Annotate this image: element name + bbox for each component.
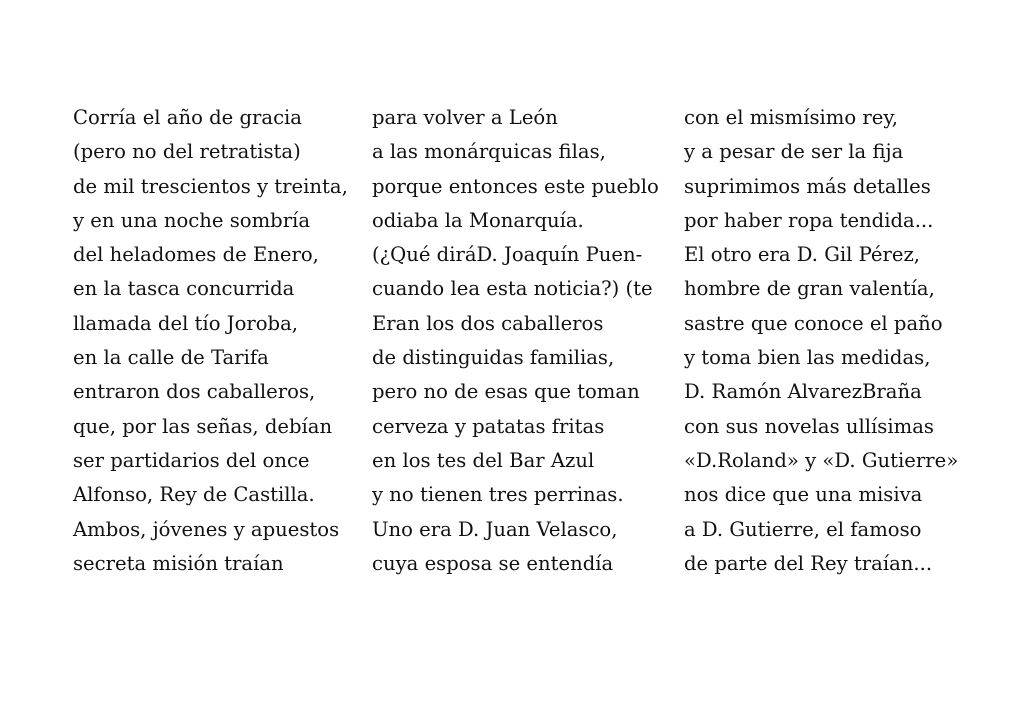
poem-column-1: [73, 101, 393, 581]
poem-line: ser partidarios del once: [73, 448, 310, 472]
poem-line: y a pesar de ser la fija: [684, 140, 904, 164]
poem-line: en los tes del Bar Azul: [372, 448, 595, 472]
poem-line: entraron dos caballeros,: [73, 380, 316, 404]
poem-line: Alfonso, Rey de Castilla.: [73, 483, 315, 507]
poem-line: «D.Roland» y «D. Gutierre»: [684, 448, 959, 472]
poem-line: sastre que conoce el paño: [684, 311, 943, 335]
poem-line: con el mismísimo rey,: [684, 106, 899, 129]
poem-line: de mil trescientos y treinta,: [73, 174, 348, 198]
poem-line: a las monárquicas filas,: [372, 140, 606, 164]
poem-line: (pero no del retratista): [73, 140, 301, 164]
poem-line: El otro era D. Gil Pérez,: [684, 243, 921, 267]
poem-line: del heladomes de Enero,: [73, 243, 319, 267]
poem-line: que, por las señas, debían: [73, 414, 333, 438]
poem-line: en la tasca concurrida: [73, 277, 295, 301]
poem-line: nos dice que una misiva: [684, 483, 923, 507]
poem-line: cuando lea esta noticia?) (te: [372, 277, 653, 301]
poem-line: D. Ramón AlvarezBraña: [684, 380, 922, 404]
poem-line: hombre de gran valentía,: [684, 277, 935, 301]
poem-line: y en una noche sombría: [73, 208, 311, 232]
poem-line: con sus novelas ullísimas: [684, 414, 934, 438]
poem-line: cuya esposa se entendía: [372, 551, 614, 575]
poem-line: y no tienen tres perrinas.: [372, 483, 624, 507]
poem-line: Uno era D. Juan Velasco,: [372, 517, 618, 541]
poem-line: Eran los dos caballeros: [372, 311, 604, 335]
poem-line: suprimimos más detalles: [684, 174, 931, 198]
poem-line: (¿Qué diráD. Joaquín Puen-: [372, 243, 643, 267]
poem-line: Ambos, jóvenes y apuestos: [73, 517, 340, 541]
poem-line: pero no de esas que toman: [372, 380, 640, 404]
poem-column-2: [372, 101, 692, 581]
poem-line: de parte del Rey traían...: [684, 551, 933, 575]
poem-line: para volver a León: [372, 106, 558, 129]
poem-line: Corría el año de gracia: [73, 106, 302, 129]
poem-line: cerveza y patatas fritas: [372, 414, 605, 438]
poem-line: porque entonces este pueblo: [372, 174, 659, 198]
poem-line: por haber ropa tendida...: [684, 208, 934, 232]
poem-line: secreta misión traían: [73, 551, 284, 575]
poem-column-3: [684, 101, 1004, 581]
poem-line: a D. Gutierre, el famoso: [684, 517, 922, 541]
poem-line: de distinguidas familias,: [372, 346, 615, 370]
poem-line: llamada del tío Joroba,: [73, 311, 298, 335]
poem-line: y toma bien las medidas,: [684, 346, 931, 370]
poem-line: odiaba la Monarquía.: [372, 208, 584, 232]
poem-line: en la calle de Tarifa: [73, 346, 269, 370]
